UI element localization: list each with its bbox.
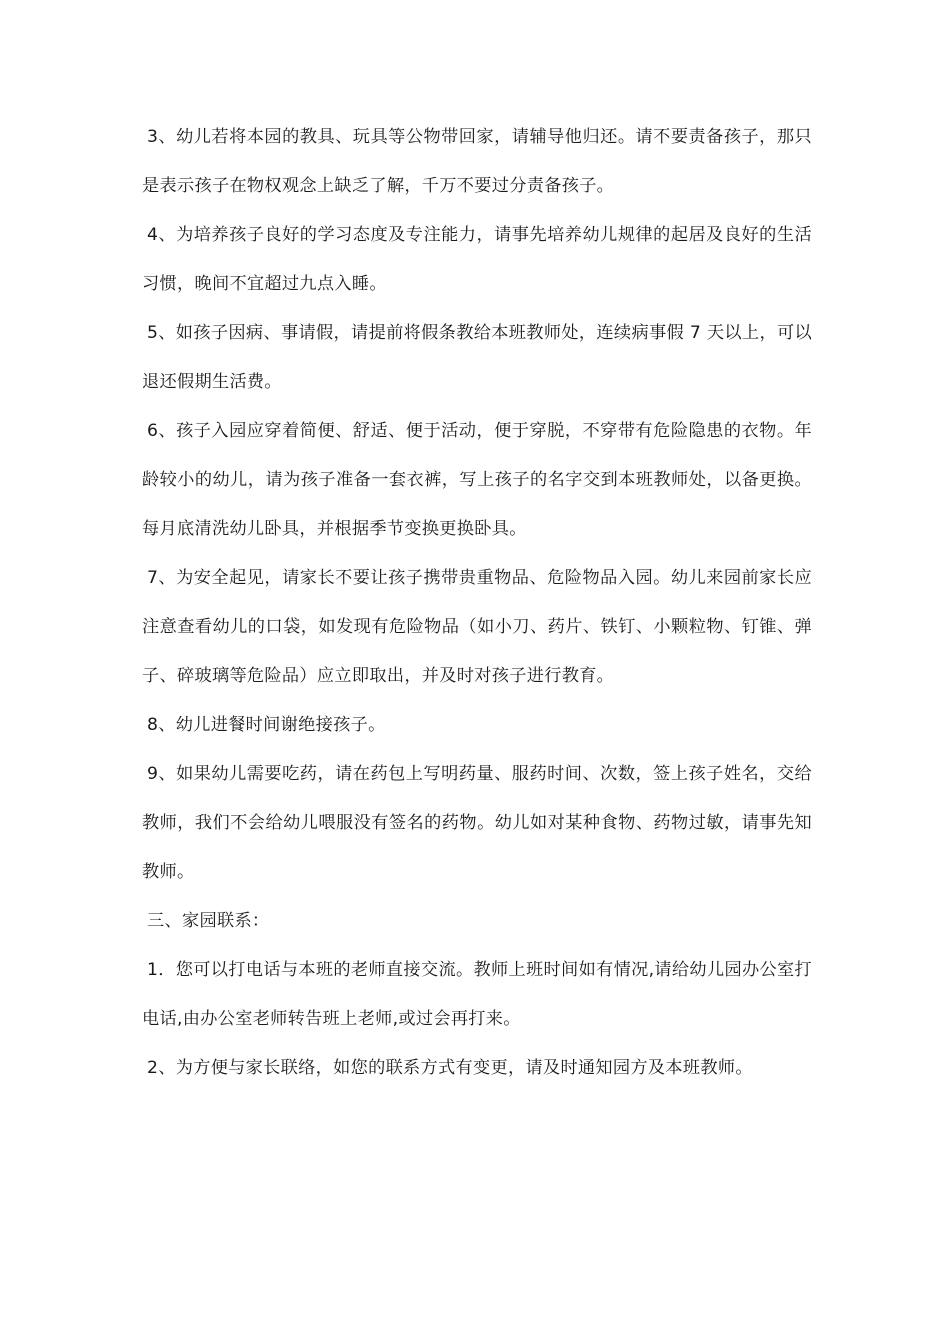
paragraph-item-5-leave: 5、如孩子因病、事请假，请提前将假条教给本班教师处，连续病事假 7 天以上，可以退还假期生活费。 <box>142 323 812 392</box>
paragraph-contact-1-phone: 1．您可以打电话与本班的老师直接交流。教师上班时间如有情况,请给幼儿园办公室打电话,由办公室老师转告班上老师,或过会再打来。 <box>142 960 812 1029</box>
paragraph-item-7-safety: 7、为安全起见，请家长不要让孩子携带贵重物品、危险物品入园。幼儿来园前家长应注意查看幼儿的口袋，如发现有危险物品（如小刀、药片、铁钉、小颗粒物、钉锥、弹子、碎玻璃等危险品）应立即取出，并及时对孩子进行教育。 <box>142 568 812 686</box>
section-heading-home-school-contact: 三、家园联系： <box>147 911 270 931</box>
paragraph-item-6-clothing: 6、孩子入园应穿着简便、舒适、便于活动，便于穿脱，不穿带有危险隐患的衣物。年龄较小的幼儿，请为孩子准备一套衣裤，写上孩子的名字交到本班教师处，以备更换。每月底清洗幼儿卧具，并根据季节变换更换卧具。 <box>142 421 812 539</box>
paragraph-item-9-medicine: 9、如果幼儿需要吃药，请在药包上写明药量、服药时间、次数，签上孩子姓名，交给教师，我们不会给幼儿喂服没有签名的药物。幼儿如对某种食物、药物过敏，请事先知教师。 <box>142 764 812 882</box>
paragraph-item-4-habits: 4、为培养孩子良好的学习态度及专注能力，请事先培养幼儿规律的起居及良好的生活习惯，晚间不宜超过九点入睡。 <box>142 225 812 294</box>
paragraph-item-3-toys: 3、幼儿若将本园的教具、玩具等公物带回家，请辅导他归还。请不要责备孩子，那只是表示孩子在物权观念上缺乏了解，千万不要过分责备孩子。 <box>142 127 812 196</box>
document-body <box>142 113 812 1093</box>
paragraph-item-8-mealtime: 8、幼儿进餐时间谢绝接孩子。 <box>147 715 386 735</box>
paragraph-contact-2-update: 2、为方便与家长联络，如您的联系方式有变更，请及时通知园方及本班教师。 <box>147 1058 753 1078</box>
